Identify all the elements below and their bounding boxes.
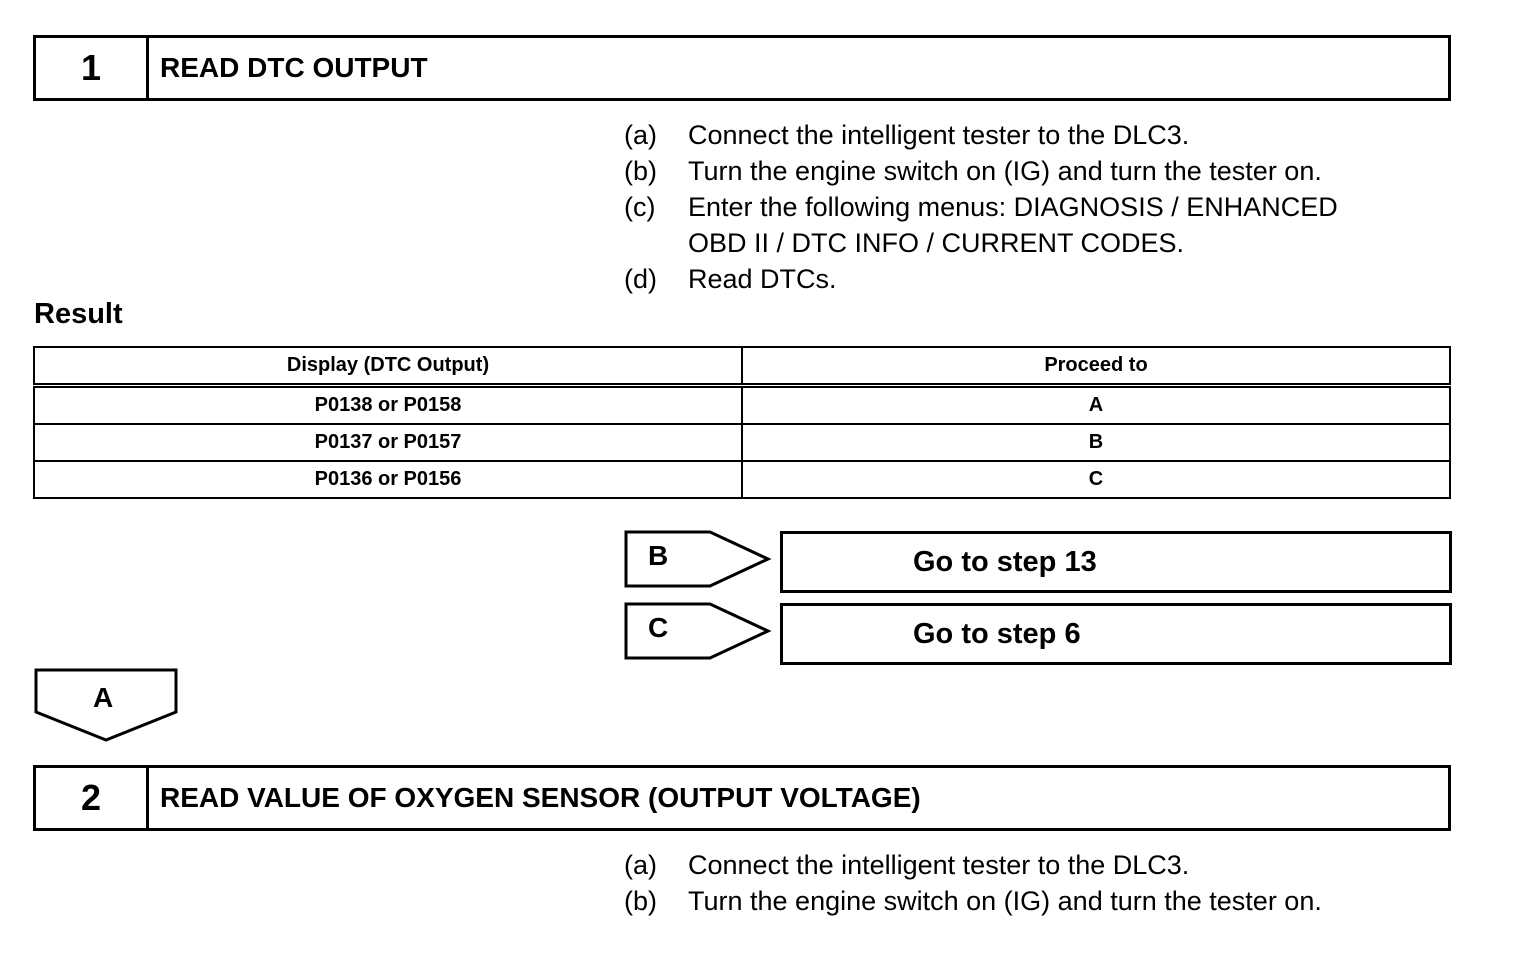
- step-2-header: [33, 765, 1451, 831]
- instruction-item: [624, 189, 1338, 225]
- table-cell: C: [742, 461, 1450, 498]
- instruction-item: [624, 261, 1338, 297]
- instruction-text: Turn the engine switch on (IG) and turn the tester on.: [688, 886, 1322, 916]
- instruction-item: [624, 117, 1338, 153]
- instruction-label: (d): [624, 264, 657, 294]
- table-cell: P0137 or P0157: [34, 424, 742, 461]
- instruction-item: [624, 153, 1338, 189]
- instruction-item: [624, 883, 1322, 919]
- step-2-title: READ VALUE OF OXYGEN SENSOR (OUTPUT VOLTAGE): [160, 782, 921, 813]
- table-cell: B: [742, 424, 1450, 461]
- instruction-text: OBD II / DTC INFO / CURRENT CODES.: [688, 228, 1185, 258]
- branch-letter-b: B: [648, 540, 669, 571]
- step-1-number: 1: [36, 38, 149, 98]
- table-header-row: [34, 347, 1450, 386]
- table-row: [34, 461, 1450, 498]
- table-row: [34, 424, 1450, 461]
- instruction-label: (c): [624, 192, 656, 222]
- instruction-text: Read DTCs.: [688, 264, 837, 294]
- instruction-label: (b): [624, 886, 657, 916]
- step-2-instructions: [624, 847, 1322, 919]
- instruction-item: [624, 847, 1322, 883]
- goto-step-13-box: Go to step 13: [780, 531, 1452, 593]
- table-cell: A: [742, 386, 1450, 425]
- branch-arrow-b: [624, 530, 774, 588]
- instruction-item-continued: [624, 225, 1338, 261]
- goto-step-6-box: Go to step 6: [780, 603, 1452, 665]
- instruction-label: (a): [624, 120, 657, 150]
- instruction-text: Connect the intelligent tester to the DLC3.: [688, 120, 1190, 150]
- result-label: Result: [34, 298, 123, 330]
- instruction-text: Turn the engine switch on (IG) and turn the tester on.: [688, 156, 1322, 186]
- column-header: Proceed to: [742, 347, 1450, 386]
- instruction-label: (b): [624, 156, 657, 186]
- instruction-text: Enter the following menus: DIAGNOSIS / ENHANCED: [688, 192, 1338, 222]
- branch-letter-a: A: [93, 682, 114, 713]
- table-cell: P0136 or P0156: [34, 461, 742, 498]
- table-row: [34, 386, 1450, 425]
- instruction-text: Connect the intelligent tester to the DLC3.: [688, 850, 1190, 880]
- step-2-number: 2: [36, 768, 149, 828]
- instruction-label: (a): [624, 850, 657, 880]
- step-1-title: READ DTC OUTPUT: [160, 52, 428, 83]
- step-1-instructions: [624, 117, 1338, 297]
- result-table: [33, 346, 1451, 499]
- branch-letter-c: C: [648, 612, 669, 643]
- column-header: Display (DTC Output): [34, 347, 742, 386]
- table-cell: P0138 or P0158: [34, 386, 742, 425]
- step-1-header: [33, 35, 1451, 101]
- branch-arrow-c: [624, 602, 774, 660]
